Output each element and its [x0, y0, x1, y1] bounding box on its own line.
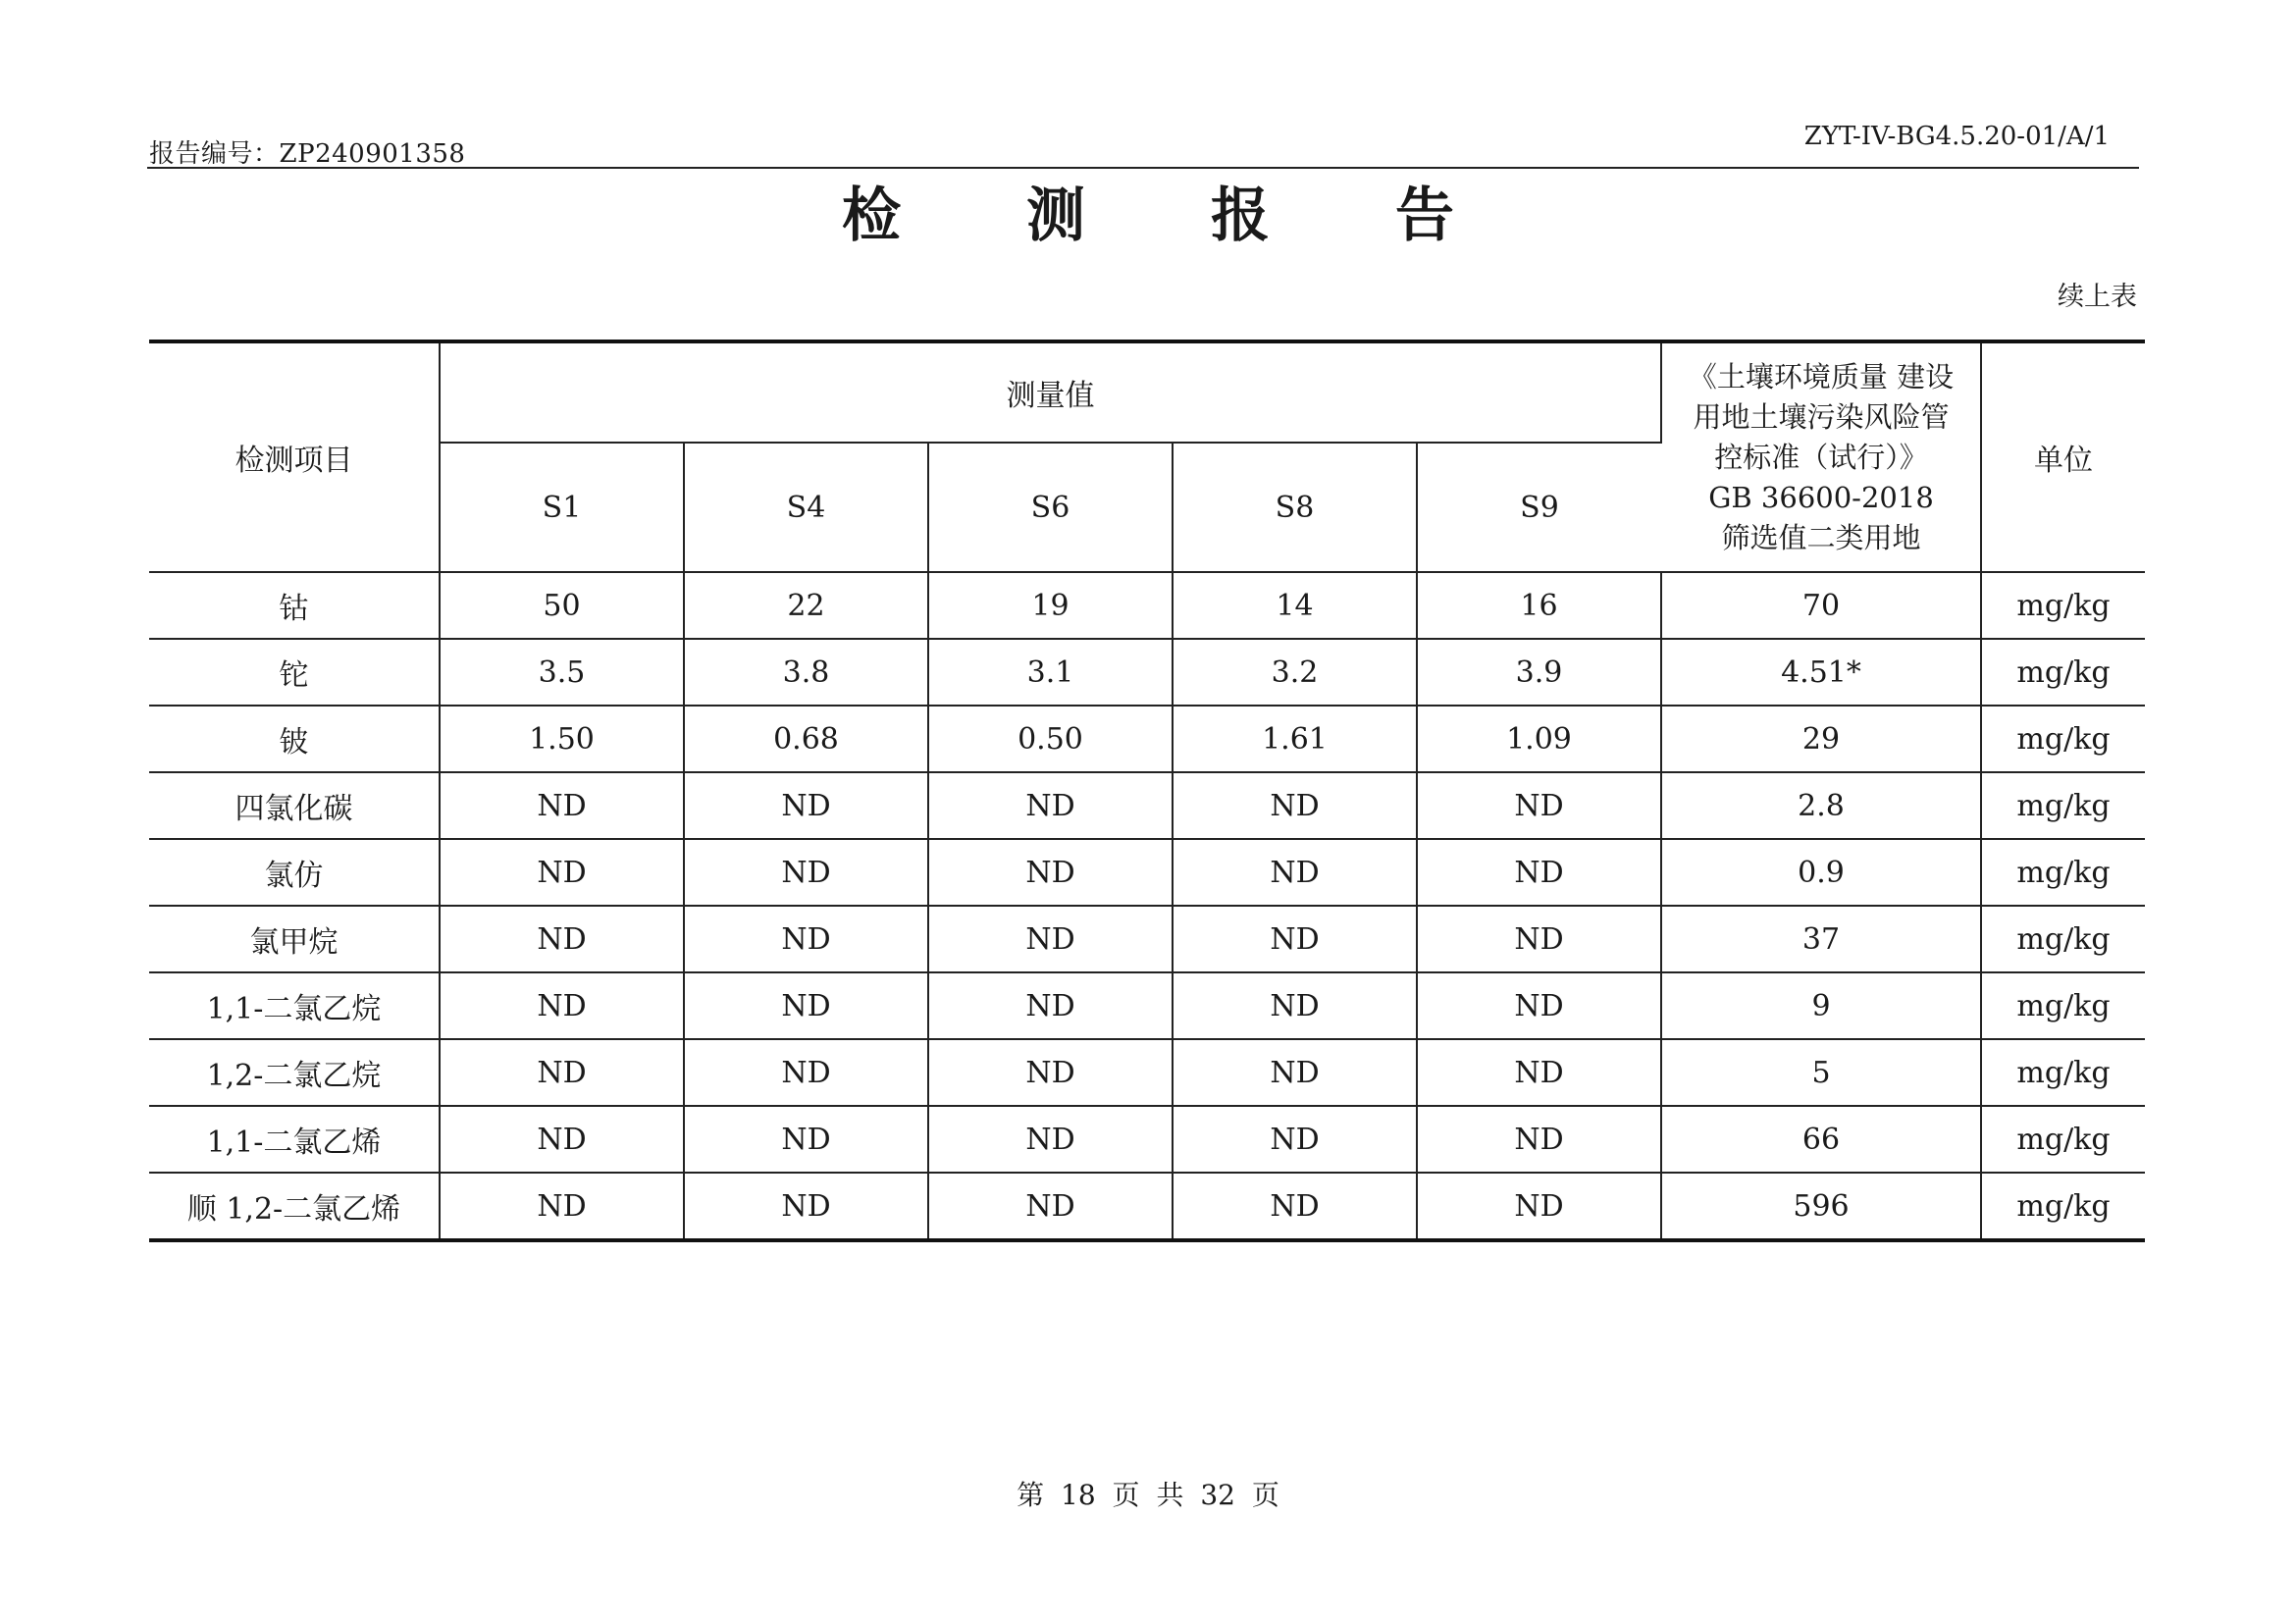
value-cell: 19 [928, 572, 1173, 639]
value-cell: 14 [1173, 572, 1417, 639]
sample-header-s6: S6 [928, 443, 1173, 572]
value-cell: ND [440, 772, 684, 839]
table-row [149, 839, 2145, 906]
value-cell: ND [440, 1039, 684, 1106]
page-title: 检测报告 [842, 182, 1580, 250]
unit-cell: mg/kg [1981, 839, 2145, 906]
value-cell: ND [440, 906, 684, 972]
standard-header-line5: 筛选值二类用地 [1721, 520, 1921, 554]
value-cell: 1.50 [440, 706, 684, 772]
value-cell: ND [1417, 1173, 1661, 1240]
item-cell: 1,1-二氯乙烯 [149, 1106, 440, 1173]
item-cell: 钴 [149, 572, 440, 639]
value-cell: 0.68 [684, 706, 928, 772]
unit-header: 单位 [1981, 341, 2145, 572]
value-cell: ND [684, 772, 928, 839]
value-cell: ND [1417, 772, 1661, 839]
unit-cell: mg/kg [1981, 772, 2145, 839]
item-cell: 1,1-二氯乙烷 [149, 972, 440, 1039]
item-cell: 四氯化碳 [149, 772, 440, 839]
item-header: 检测项目 [149, 341, 440, 572]
value-cell: ND [1417, 906, 1661, 972]
table-row [149, 1173, 2145, 1240]
value-cell: 16 [1417, 572, 1661, 639]
item-cell: 铊 [149, 639, 440, 706]
value-cell: 3.1 [928, 639, 1173, 706]
table-row [149, 706, 2145, 772]
value-cell: ND [684, 1039, 928, 1106]
sample-header-s4: S4 [684, 443, 928, 572]
unit-cell: mg/kg [1981, 1106, 2145, 1173]
value-cell: 0.50 [928, 706, 1173, 772]
value-cell: ND [440, 839, 684, 906]
value-cell: ND [928, 972, 1173, 1039]
table-row [149, 906, 2145, 972]
form-code: ZYT-IV-BG4.5.20-01/A/1 [1803, 122, 2110, 151]
item-cell: 1,2-二氯乙烷 [149, 1039, 440, 1106]
standard-cell: 66 [1661, 1106, 1981, 1173]
standard-cell: 5 [1661, 1039, 1981, 1106]
value-cell: 3.9 [1417, 639, 1661, 706]
sample-header-s8: S8 [1173, 443, 1417, 572]
measured-header: 测量值 [440, 341, 1661, 443]
value-cell: ND [684, 972, 928, 1039]
value-cell: ND [928, 906, 1173, 972]
standard-cell: 2.8 [1661, 772, 1981, 839]
page-number: 第 18 页 共 32 页 [1017, 1479, 1279, 1511]
value-cell: ND [1173, 1039, 1417, 1106]
value-cell: 1.09 [1417, 706, 1661, 772]
value-cell: ND [1173, 1106, 1417, 1173]
value-cell: ND [1173, 906, 1417, 972]
standard-header-line3: 控标准（试行）》 [1714, 440, 1928, 474]
value-cell: ND [1173, 1173, 1417, 1240]
value-cell: ND [684, 1173, 928, 1240]
item-cell: 铍 [149, 706, 440, 772]
value-cell: 3.5 [440, 639, 684, 706]
value-cell: ND [440, 1106, 684, 1173]
value-cell: 3.8 [684, 639, 928, 706]
standard-cell: 37 [1661, 906, 1981, 972]
unit-cell: mg/kg [1981, 572, 2145, 639]
table-row [149, 639, 2145, 706]
table-row [149, 1106, 2145, 1173]
table-row [149, 572, 2145, 639]
standard-header [1661, 341, 1981, 572]
value-cell: ND [928, 839, 1173, 906]
report-number-label: 报告编号： [149, 139, 280, 169]
value-cell: 3.2 [1173, 639, 1417, 706]
value-cell: 1.61 [1173, 706, 1417, 772]
unit-cell: mg/kg [1981, 1173, 2145, 1240]
table-row [149, 1039, 2145, 1106]
unit-cell: mg/kg [1981, 972, 2145, 1039]
item-cell: 顺 1,2-二氯乙烯 [149, 1173, 440, 1240]
value-cell: ND [440, 1173, 684, 1240]
value-cell: ND [928, 772, 1173, 839]
value-cell: ND [1173, 972, 1417, 1039]
value-cell: ND [928, 1173, 1173, 1240]
standard-cell: 70 [1661, 572, 1981, 639]
value-cell: ND [1417, 839, 1661, 906]
value-cell: ND [684, 906, 928, 972]
value-cell: ND [1417, 1106, 1661, 1173]
item-cell: 氯仿 [149, 839, 440, 906]
value-cell: ND [928, 1039, 1173, 1106]
standard-cell: 0.9 [1661, 839, 1981, 906]
standard-header-line2: 用地土壤污染风险管 [1693, 399, 1950, 434]
value-cell: 22 [684, 572, 928, 639]
value-cell: ND [1173, 772, 1417, 839]
value-cell: ND [1417, 1039, 1661, 1106]
standard-header-line1: 《土壤环境质量 建设 [1688, 359, 1955, 393]
sample-header-s1: S1 [440, 443, 684, 572]
results-table [149, 340, 2145, 1242]
standard-cell: 29 [1661, 706, 1981, 772]
report-number [149, 133, 465, 170]
unit-cell: mg/kg [1981, 639, 2145, 706]
value-cell: ND [1173, 839, 1417, 906]
value-cell: ND [1417, 972, 1661, 1039]
value-cell: ND [440, 972, 684, 1039]
standard-cell: 4.51* [1661, 639, 1981, 706]
unit-cell: mg/kg [1981, 1039, 2145, 1106]
unit-cell: mg/kg [1981, 906, 2145, 972]
value-cell: 50 [440, 572, 684, 639]
standard-cell: 596 [1661, 1173, 1981, 1240]
item-cell: 氯甲烷 [149, 906, 440, 972]
report-number-value: ZP240901358 [279, 139, 466, 169]
continued-note: 续上表 [2058, 282, 2137, 312]
table-row [149, 972, 2145, 1039]
table-header-row [149, 341, 2145, 443]
sample-header-s9: S9 [1417, 443, 1661, 572]
table-row [149, 772, 2145, 839]
standard-cell: 9 [1661, 972, 1981, 1039]
standard-header-line4: GB 36600-2018 [1708, 480, 1934, 514]
value-cell: ND [684, 839, 928, 906]
unit-cell: mg/kg [1981, 706, 2145, 772]
value-cell: ND [684, 1106, 928, 1173]
value-cell: ND [928, 1106, 1173, 1173]
